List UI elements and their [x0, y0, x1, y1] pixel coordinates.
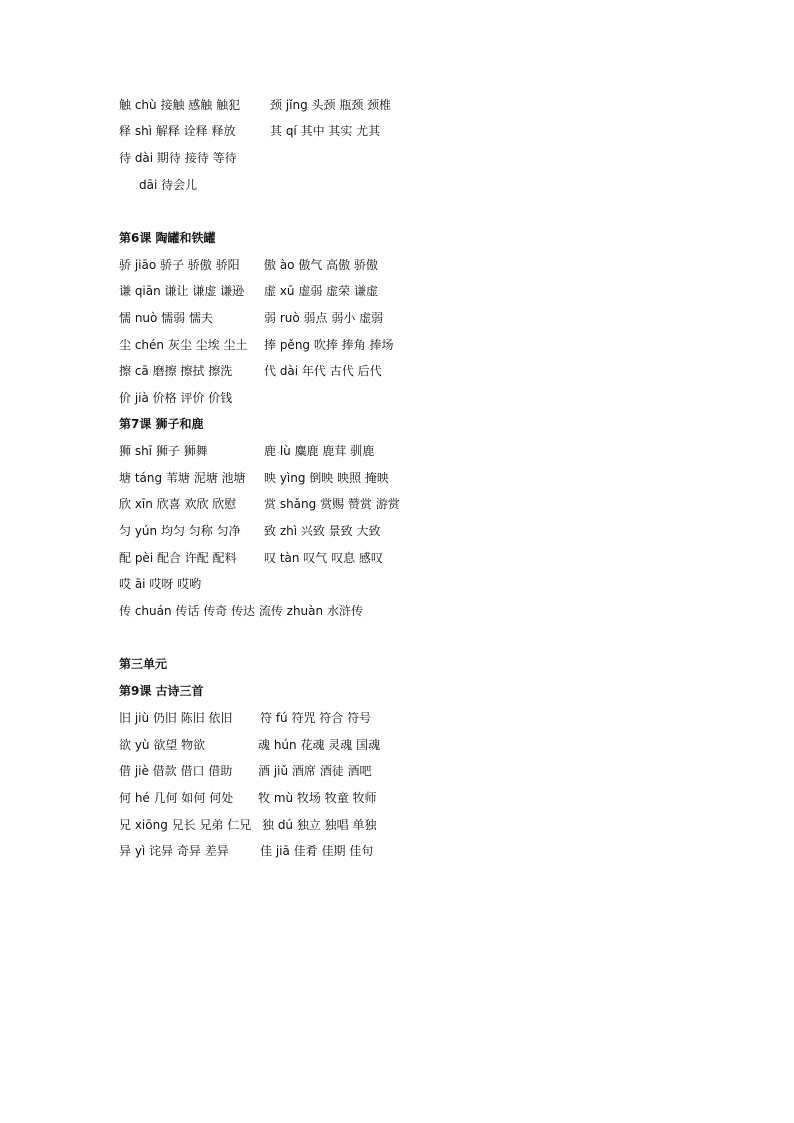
vocab-line: 谦 qiān 谦让 谦虚 谦逊: [119, 284, 245, 298]
vocab-line: 价 jià 价格 评价 价钱: [119, 391, 233, 405]
vocab-line: 匀 yún 均匀 匀称 匀净: [119, 524, 241, 538]
vocab-line: 弱 ruò 弱点 弱小 虚弱: [264, 311, 384, 325]
vocab-line: 符 fú 符咒 符合 符号: [260, 711, 372, 725]
vocab-line: 骄 jiāo 骄子 骄傲 骄阳: [119, 258, 240, 272]
vocab-line: 旧 jiù 仍旧 陈旧 依旧: [119, 711, 233, 725]
vocab-line: 其 qí 其中 其实 尤其: [270, 124, 381, 138]
vocab-line: 颈 jǐng 头颈 瓶颈 颈椎: [270, 98, 392, 112]
vocab-line: 异 yì 诧异 奇异 差异: [119, 844, 229, 858]
vocab-line: 尘 chén 灰尘 尘埃 尘土: [119, 338, 248, 352]
lesson-heading: 第6课 陶罐和铁罐: [119, 231, 216, 245]
vocab-line: 魂 hún 花魂 灵魂 国魂: [258, 738, 381, 752]
vocab-line: 待 dài 期待 接待 等待: [119, 151, 237, 165]
vocab-line: 酒 jiǔ 酒席 酒徒 酒吧: [258, 764, 372, 778]
vocab-line: 传 chuán 传话 传奇 传达 流传 zhuàn 水浒传: [119, 604, 363, 618]
vocab-line: 映 yìng 倒映 映照 掩映: [264, 471, 389, 485]
vocab-line: dāi 待会儿: [139, 178, 198, 192]
vocab-line: 哎 āi 哎呀 哎哟: [119, 577, 202, 591]
vocab-line: 牧 mù 牧场 牧童 牧师: [258, 791, 377, 805]
vocab-line: 赏 shǎng 赏赐 赞赏 游赏: [264, 497, 400, 511]
vocab-line: 兄 xiōng 兄长 兄弟 仁兄: [119, 818, 252, 832]
vocab-line: 虚 xū 虚弱 虚荣 谦虚: [264, 284, 378, 298]
vocab-line: 鹿 lù 麋鹿 鹿茸 驯鹿: [264, 444, 375, 458]
vocab-line: 塘 táng 苇塘 泥塘 池塘: [119, 471, 246, 485]
lesson-heading: 第7课 狮子和鹿: [119, 417, 204, 431]
vocab-line: 致 zhì 兴致 景致 大致: [264, 524, 381, 538]
vocab-line: 狮 shī 狮子 狮舞: [119, 444, 208, 458]
vocab-line: 代 dài 年代 古代 后代: [264, 364, 382, 378]
vocab-line: 懦 nuò 懦弱 懦夫: [119, 311, 213, 325]
vocab-line: 傲 ào 傲气 高傲 骄傲: [264, 258, 378, 272]
vocab-line: 叹 tàn 叹气 叹息 感叹: [264, 551, 383, 565]
vocab-line: 捧 pěng 吹捧 捧角 捧场: [264, 338, 394, 352]
vocab-line: 欲 yù 欲望 物欲: [119, 738, 206, 752]
vocab-line: 配 pèi 配合 许配 配料: [119, 551, 237, 565]
vocab-line: 佳 jiā 佳肴 佳期 佳句: [260, 844, 374, 858]
vocab-line: 欣 xīn 欣喜 欢欣 欣慰: [119, 497, 237, 511]
unit-heading: 第三单元: [119, 657, 168, 671]
vocab-line: 何 hé 几何 如何 何处: [119, 791, 234, 805]
lesson-heading: 第9课 古诗三首: [119, 684, 204, 698]
vocab-line: 借 jiè 借款 借口 借助: [119, 764, 233, 778]
vocab-line: 释 shì 解释 诠释 释放: [119, 124, 236, 138]
vocab-line: 触 chù 接触 感触 触犯: [119, 98, 241, 112]
vocab-line: 擦 cā 磨擦 擦拭 擦洗: [119, 364, 233, 378]
vocab-line: 独 dú 独立 独唱 单独: [262, 818, 377, 832]
